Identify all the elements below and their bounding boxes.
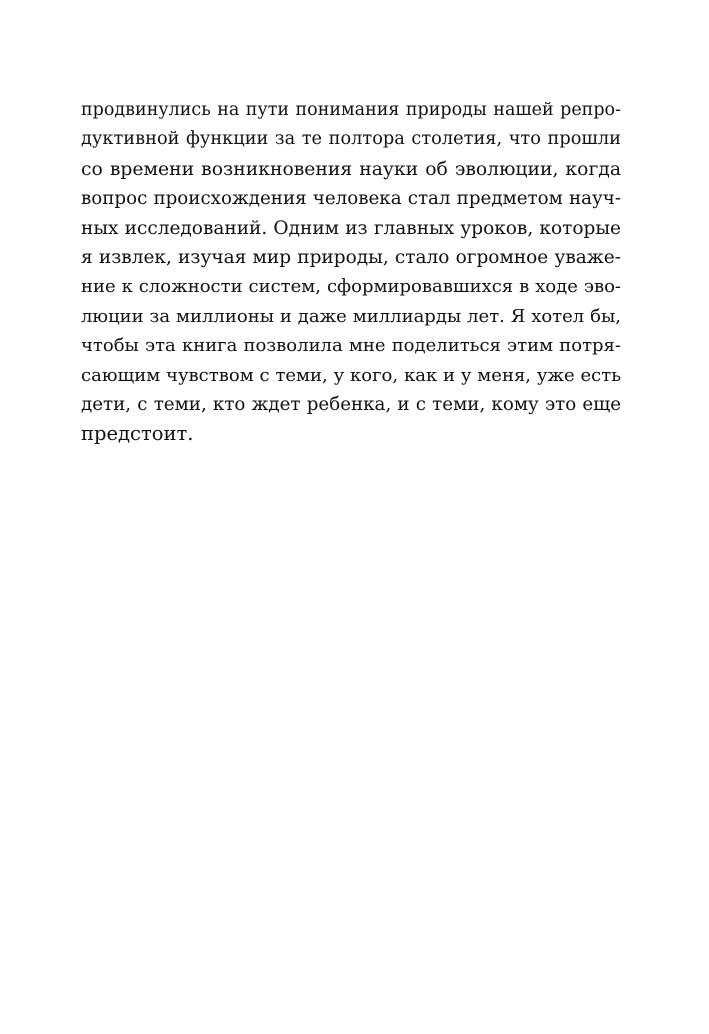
text-line: сающим чувством с теми, у кого, как и у меня, уже есть (81, 364, 621, 386)
text-line: чтобы эта книга позволила мне поделиться этим потря- (81, 335, 621, 357)
text-line: люции за миллионы и даже миллиарды лет. Я хотел бы, (81, 305, 621, 327)
text-line-last: предстоит. (81, 422, 194, 446)
text-line: вопрос происхождения человека стал предметом науч- (81, 188, 621, 210)
text-line: дети, с теми, кто ждет ребенка, и с теми, кому это еще (81, 393, 621, 415)
body-paragraph (81, 96, 621, 449)
text-line: продвинулись на пути понимания природы нашей репро- (81, 100, 621, 120)
text-line: ние к сложности систем, сформировавшихся в ходе эво- (81, 276, 621, 298)
text-line: дуктивной функции за те полтора столетия, что прошли (81, 129, 621, 150)
text-line: ных исследований. Одним из главных уроков, которые (81, 217, 621, 239)
text-line: я извлек, изучая мир природы, стало огромное уваже- (81, 246, 621, 268)
text-line: со времени возникновения науки об эволюции, когда (81, 158, 621, 180)
